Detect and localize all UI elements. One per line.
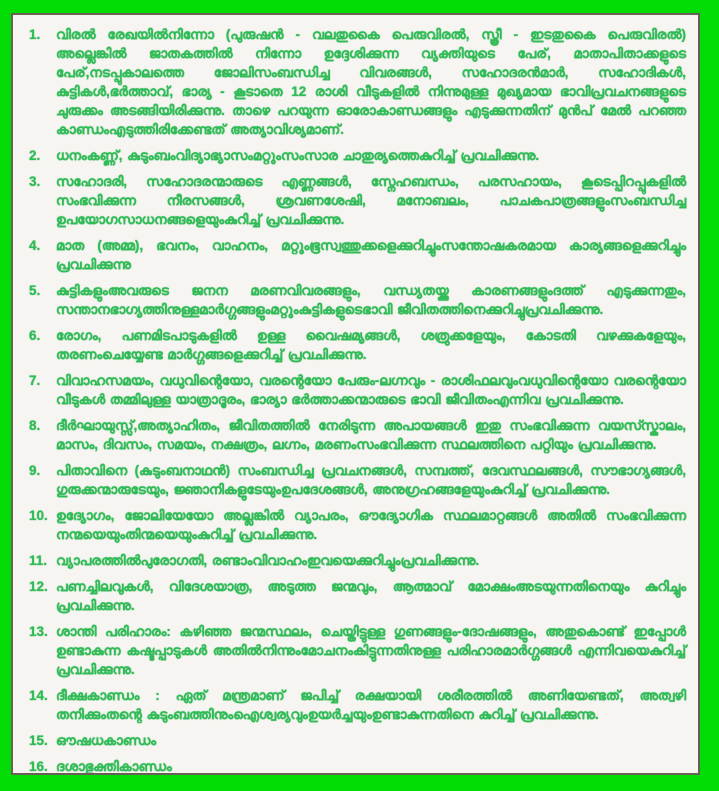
item-number: 2. — [29, 148, 41, 163]
item-text: രോഗം, പണമിടപാടുകളിൽ ഉള്ള വൈഷമ്യങ്ങൾ, ശത്രുക്കളേയും, കോടതി വഴക്കുകളേയും, തരണംചെയ്യേണ്ട മാർഗ്ഗങ്ങളെക്കുറിച്ച് പ്രവചിക്കുന്നു. — [56, 328, 686, 362]
item-text: ദശാഭുക്തികാണ്ഡം — [56, 759, 172, 774]
item-text: കുട്ടികളുംഅവരുടെ ജനന മരണവിവരങ്ങളും, വന്ധ്യതയ്ക്കു കാരണങ്ങളുംദത്ത് എടുക്കുന്നതും, സന്താനഭാഗ്യത്തിനുള്ളമാർഗ്ഗങ്ങളുംമറ്റുംകുട്ടികളുടെഭാവി ജീവിതത്തിനെക്കുറിച്ചുപ്രവചിക്കുന്നു. — [56, 283, 686, 317]
list-item — [29, 416, 686, 454]
list-item — [29, 146, 686, 165]
list-item — [29, 371, 686, 409]
item-number: 10. — [29, 508, 48, 523]
list-item — [29, 236, 686, 274]
item-number: 9. — [29, 463, 41, 478]
item-number: 7. — [29, 373, 41, 388]
list-item — [29, 461, 686, 499]
item-text: സഹോദരി, സഹോദരന്മാരുടെ എണ്ണങ്ങൾ, സ്നേഹബന്ധം, പരസഹായം, കൂടെപ്പിറപ്പുകളിൽ സംഭവിക്കുന്ന നീരസങ്ങൾ, ശ്രവണശേഷി, മനോബലം, പാചകപാത്രങ്ങളുംസംബന്ധിച്ച ഉപയോഗസാധനങ്ങളെയുംകുറിച്ച് പ്രവചിക്കുന്നു. — [56, 174, 686, 227]
item-text: വ്യാപരത്തിൽപുരോഗതി, രണ്ടാംവിവാഹംഇവയെക്കുറിച്ചുംപ്രവചിക്കുന്നു. — [56, 553, 480, 568]
item-number: 11. — [29, 553, 48, 568]
item-number: 4. — [29, 238, 41, 253]
document-panel — [11, 13, 700, 775]
list-item — [29, 686, 686, 724]
list-item — [29, 551, 686, 570]
list-item — [29, 577, 686, 615]
item-text: ധനംകണ്ണ്, കുടുംബംവിദ്യാഭ്യാസംമറ്റുംസംസാര ചാതുര്യത്തെകുറിച്ച് പ്രവചിക്കുന്നു. — [56, 148, 540, 163]
item-text: ഔഷധകാണ്ഡം — [56, 733, 157, 748]
list-item — [29, 172, 686, 229]
item-text: മാത (അമ്മ), ഭവനം, വാഹനം, മറ്റുംഭൂസ്വത്തുക്കളെക്കുറിച്ചുംസന്തോഷകരമായ കാര്യങ്ങളെക്കുറിച്ചും പ്രവചിക്കുന്നു — [56, 238, 686, 272]
item-number: 14. — [29, 688, 48, 703]
item-number: 1. — [29, 27, 41, 42]
item-number: 6. — [29, 328, 41, 343]
list-item — [29, 25, 686, 139]
item-text: പിതാവിനെ (കുടുംബനാഥൻ) സംബന്ധിച്ച പ്രവചനങ്ങൾ, സമ്പത്ത്, ദേവസ്ഥലങ്ങൾ, സൗഭാഗ്യങ്ങൾ, ഗുരുക്കന്മാരുടേയും, ജ്ഞാനികളുടേയുംഉപദേശങ്ങൾ, അനുഗ്രഹങ്ങളേയുംകുറിച്ച് പ്രവചിക്കുന്നു. — [56, 463, 686, 497]
list-item — [29, 506, 686, 544]
list-item — [29, 326, 686, 364]
item-number: 15. — [29, 733, 48, 748]
item-text: ശാന്തി പരിഹാരം: കഴിഞ്ഞ ജന്മസ്ഥലം, ചെയ്തിട്ടുള്ള ഗുണങ്ങളും-ദോഷങ്ങളും, അതുകൊണ്ട് ഇപ്പോൾ ഉണ്ടാകുന്ന കഷ്ടപ്പാടുകൾ അതിൽനിന്നുംമോചനംകിട്ടുന്നതിനുള്ള പരിഹാരമാർഗ്ഗങ്ങൾ എന്നിവയെകുറിച്ച് പ്രവചിക്കുന്നു. — [56, 624, 686, 677]
item-number: 13. — [29, 624, 48, 639]
items-list — [13, 15, 698, 775]
item-text: വിവാഹസമയം, വധുവിന്റെയോ, വരന്റെയോ പേരും-ലഗ്നവും - രാശിഫലവുംവധുവിന്റെയോ വരന്റെയോ വീടുകൾ തമ്മിലുള്ള യാത്രാദൂരം, ഭാര്യാ ഭർത്താക്കന്മാരുടെ ഭാവി ജീവിതംഎന്നിവ പ്രവചിക്കുന്നു. — [56, 373, 686, 407]
list-item — [29, 757, 686, 775]
list-item — [29, 281, 686, 319]
item-text: ദീക്ഷകാണ്ഡം : ഏത് മന്ത്രമാണ് ജപിച്ച് രക്ഷയായി ശരീരത്തിൽ അണിയേണ്ടത്, അത്വഴി തനിക്കുംതന്റെ കുടുംബത്തിനുംഐശ്വര്യവുംഉയർച്ചയുംഉണ്ടാകുന്നതിനെ കുറിച്ച് പ്രവചിക്കുന്നു. — [56, 688, 686, 722]
item-text: വിരൽ രേഖയിൽനിന്നോ (പുരുഷൻ - വലതുകൈ പെരുവിരൽ, സ്ത്രീ - ഇടതുകൈ പെരുവിരൽ) അല്ലെങ്കിൽ ജാതകത്തിൽ നിന്നോ ഉദ്ദേശിക്കുന്ന വ്യക്തിയുടെ പേര്, മാതാപിതാക്കളുടെ പേര്,നടപ്പുകാലത്തെ ജോലിസംബന്ധിച്ച വിവരങ്ങൾ, സഹോദരൻമാർ, സഹോദികൾ, കുട്ടികൾ,ഭർത്താവ്, ഭാര്യ - കൂടാതെ 12 രാശി വീടുകളിൽ നിന്നുമുള്ള മുഖ്യമായ ഭാവിപ്രവചനങ്ങളുടെ ചുരുക്കം അടങ്ങിയിരിക്കുന്നു. താഴെ പറയുന്ന ഓരോകാണ്ഡങ്ങളും എടുക്കുന്നതിന് മുൻപ് മേൽ പറഞ്ഞ കാണ്ഡംഎടുത്തിരിക്കേണ്ടത് അത്യാവിശ്യമാണ്. — [56, 27, 686, 137]
item-number: 12. — [29, 579, 48, 594]
list-item — [29, 622, 686, 679]
item-number: 5. — [29, 283, 41, 298]
item-number: 16. — [29, 759, 48, 774]
item-number: 3. — [29, 174, 41, 189]
item-number: 8. — [29, 418, 41, 433]
item-text: പണച്ചിലവുകൾ, വിദേശയാത്ര, അടുത്ത ജന്മവും, ആത്മാവ് മോക്ഷംഅടയുന്നതിനെയും കുറിച്ചും പ്രവചിക്കുന്നു. — [56, 579, 686, 613]
list-item — [29, 731, 686, 750]
item-text: ഉദ്യോഗം, ജോലിയേയോ അല്ലങ്കിൽ വ്യാപരം, ഔദ്യോഗിക സ്ഥലമാറ്റങ്ങൾ അതിൽ സംഭവിക്കുന്ന നന്മയെയുംതിന്മയെയുംകുറിച്ച് പ്രവചിക്കുന്നു. — [56, 508, 686, 542]
item-text: ദീർഘായുസ്സ്,അത്യാഹിതം, ജീവിതത്തിൽ നേരിടുന്ന അപായങ്ങൾ ഇതു സംഭവിക്കുന്ന വയസ്സ്കാലം, മാസം, ദിവസം, സമയം, നക്ഷത്രം, ലഗ്നം, മരണംസംഭവിക്കുന്ന സ്ഥലത്തിനെ പറ്റിയും പ്രവചിക്കുന്നു. — [56, 418, 686, 452]
